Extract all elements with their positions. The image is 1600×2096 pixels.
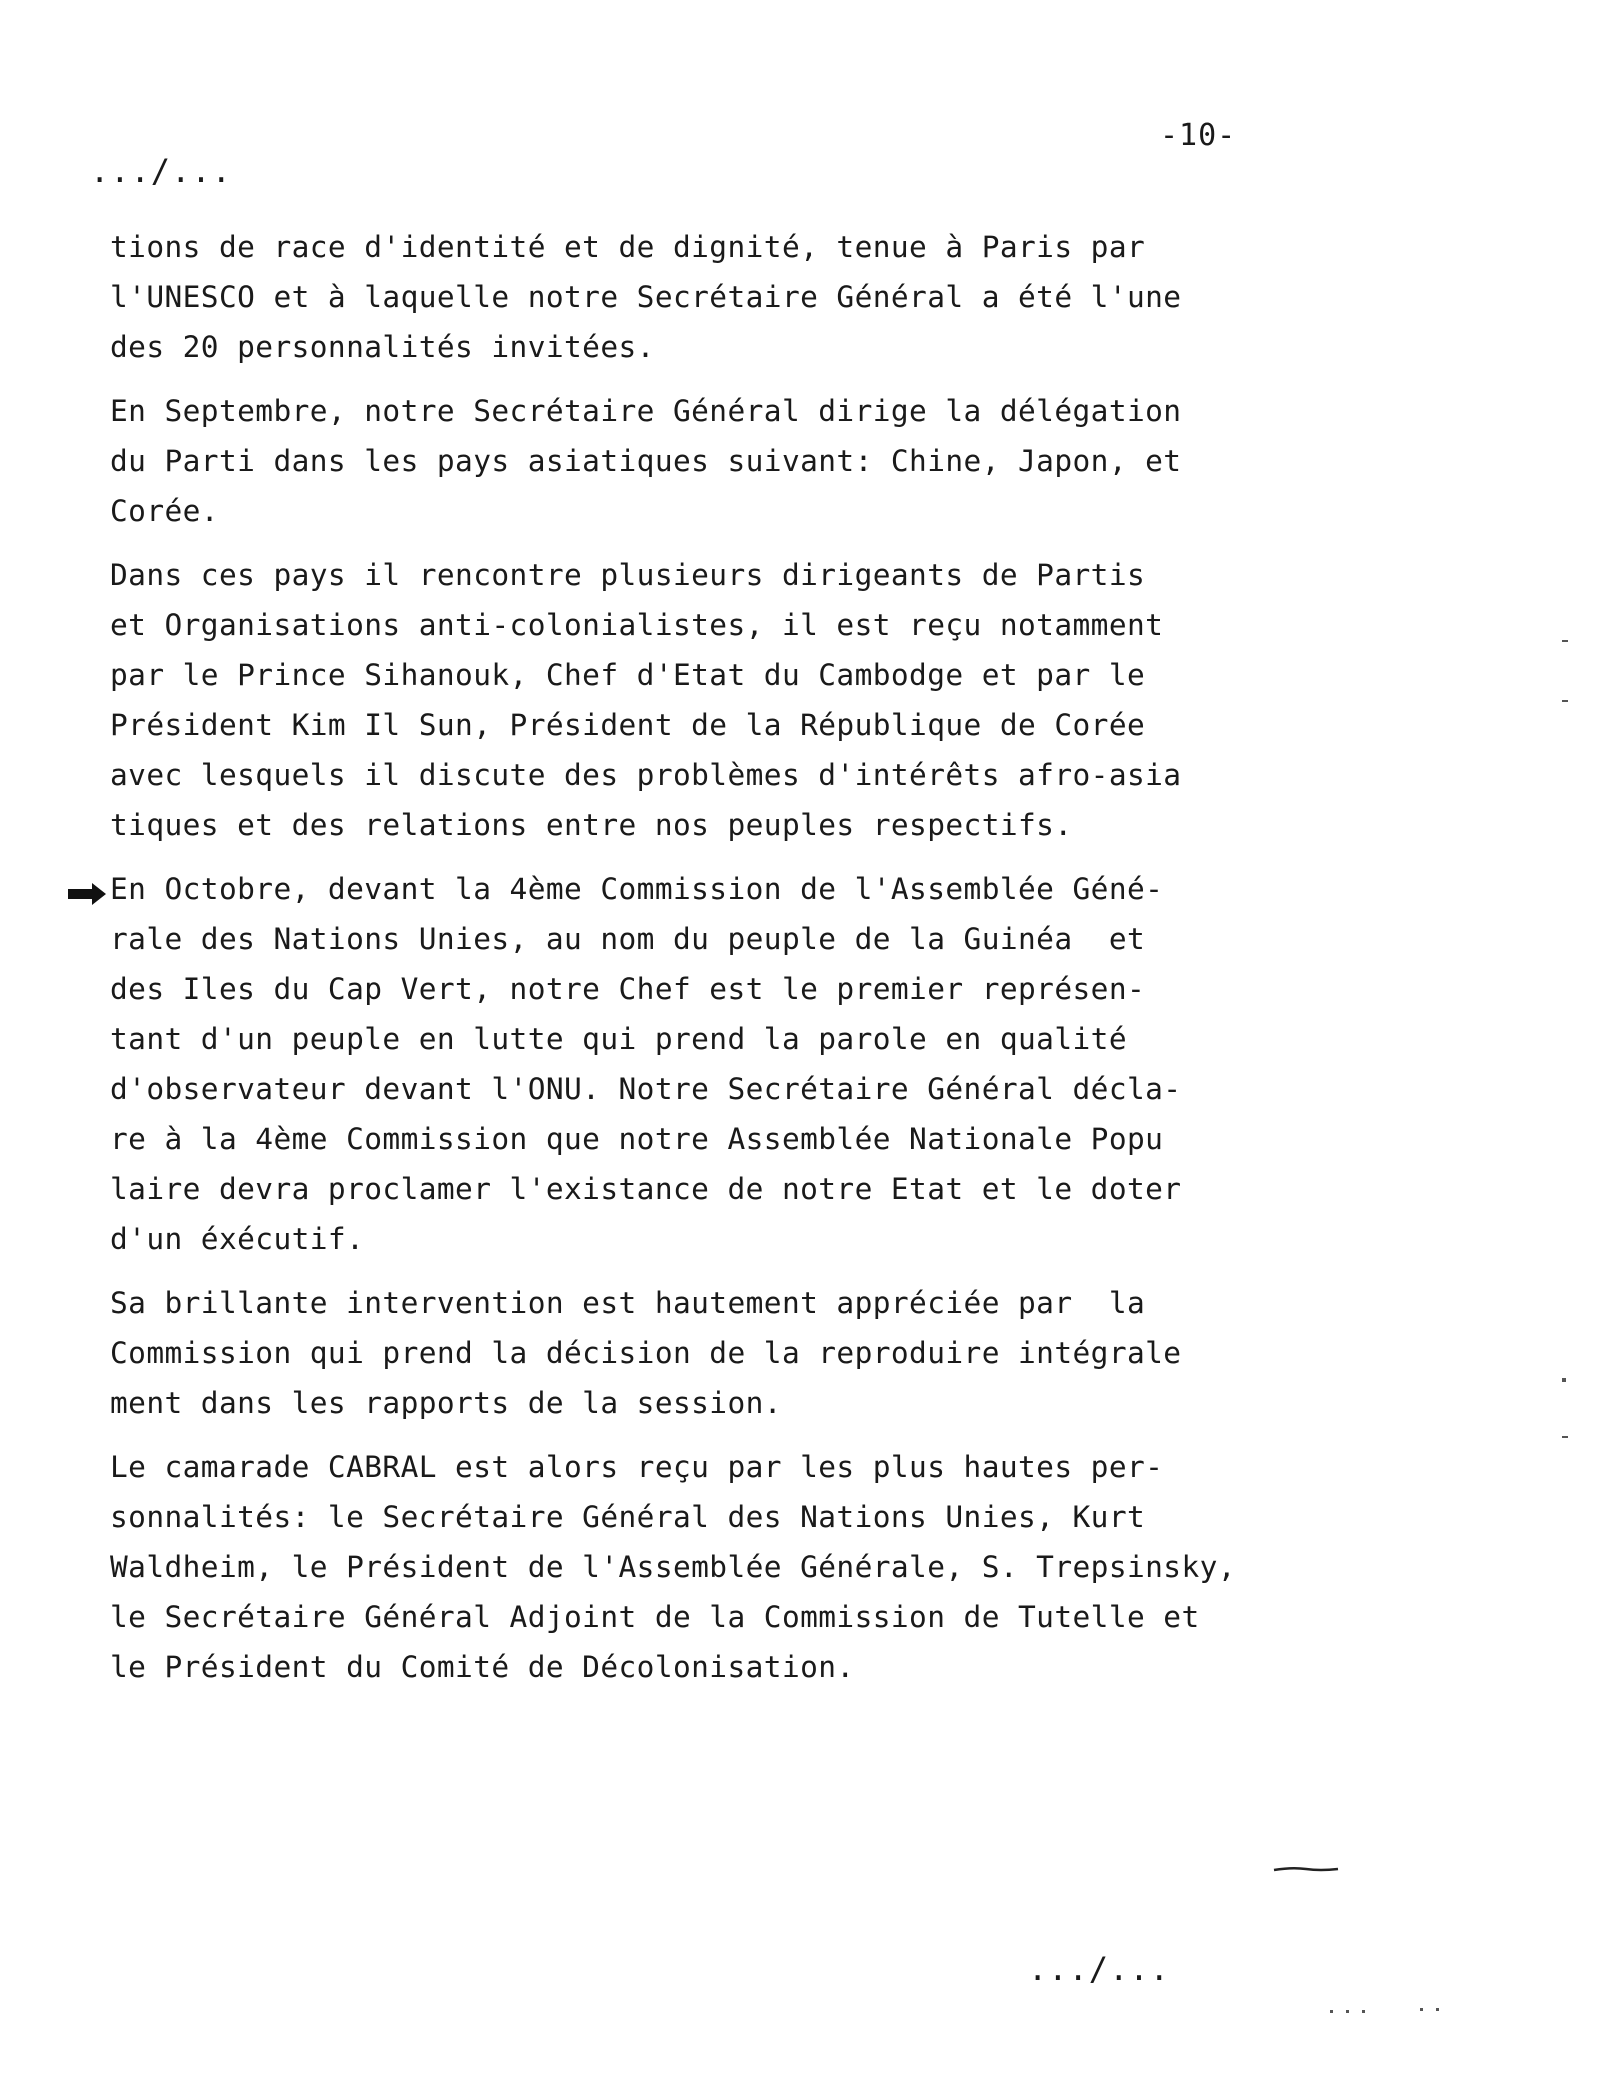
scan-speck: [1436, 2008, 1439, 2011]
paragraph-6: [110, 1442, 1360, 1692]
text-line: ment dans les rapports de la session.: [110, 1386, 782, 1420]
paragraph-2: [110, 386, 1360, 536]
scan-speck: [1346, 2010, 1349, 2013]
continuation-marker-top: .../...: [90, 152, 232, 190]
scan-speck: [1562, 1378, 1566, 1382]
text-line: d'un éxécutif.: [110, 1222, 365, 1256]
text-line: tant d'un peuple en lutte qui prend la parole en qualité: [110, 1022, 1127, 1056]
text-line: Président Kim Il Sun, Président de la République de Corée: [110, 708, 1146, 742]
text-line: tions de race d'identité et de dignité, tenue à Paris par: [110, 230, 1146, 264]
paragraph-3: [110, 550, 1360, 850]
scan-speck: [1562, 700, 1568, 702]
scan-speck: [1420, 2008, 1423, 2011]
text-line: par le Prince Sihanouk, Chef d'Etat du Cambodge et par le: [110, 658, 1146, 692]
page-number: -10-: [1160, 118, 1237, 153]
text-line: re à la 4ème Commission que notre Assemblée Nationale Popu: [110, 1122, 1164, 1156]
text-line: le Président du Comité de Décolonisation.: [110, 1650, 855, 1684]
text-line: Sa brillante intervention est hautement appréciée par la: [110, 1286, 1146, 1320]
text-line: d'observateur devant l'ONU. Notre Secrétaire Général décla-: [110, 1072, 1182, 1106]
text-line: l'UNESCO et à laquelle notre Secrétaire Général a été l'une: [110, 280, 1182, 314]
text-line: et Organisations anti-colonialistes, il est reçu notamment: [110, 608, 1164, 642]
paragraph-4: [110, 864, 1360, 1264]
text-line: tiques et des relations entre nos peuples respectifs.: [110, 808, 1073, 842]
text-line: Le camarade CABRAL est alors reçu par les plus hautes per-: [110, 1450, 1164, 1484]
text-line: En Octobre, devant la 4ème Commission de l'Assemblée Géné-: [110, 872, 1164, 906]
scan-speck: [1562, 1436, 1568, 1438]
body-text: [110, 222, 1360, 1706]
scan-speck: [1562, 640, 1568, 642]
text-line: Dans ces pays il rencontre plusieurs dirigeants de Partis: [110, 558, 1146, 592]
scan-speck: [1362, 2010, 1365, 2013]
scan-speck: [1330, 2010, 1333, 2013]
text-line: Commission qui prend la décision de la reproduire intégrale: [110, 1336, 1182, 1370]
text-line: Waldheim, le Président de l'Assemblée Générale, S. Trepsinsky,: [110, 1550, 1236, 1584]
text-line: Corée.: [110, 494, 219, 528]
text-line: sonnalités: le Secrétaire Général des Nations Unies, Kurt: [110, 1500, 1146, 1534]
text-line: En Septembre, notre Secrétaire Général dirige la délégation: [110, 394, 1182, 428]
text-line: avec lesquels il discute des problèmes d'intérêts afro-asia: [110, 758, 1182, 792]
text-line: du Parti dans les pays asiatiques suivant: Chine, Japon, et: [110, 444, 1182, 478]
margin-arrow-icon: [66, 880, 108, 908]
paragraph-1: [110, 222, 1360, 372]
paragraph-5: [110, 1278, 1360, 1428]
text-line: laire devra proclamer l'existance de notre Etat et le doter: [110, 1172, 1182, 1206]
continuation-marker-bottom: .../...: [1028, 1950, 1170, 1988]
handwritten-dash-mark: [1272, 1866, 1340, 1872]
text-line: des 20 personnalités invitées.: [110, 330, 655, 364]
text-line: rale des Nations Unies, au nom du peuple de la Guinéa et: [110, 922, 1146, 956]
text-line: le Secrétaire Général Adjoint de la Commission de Tutelle et: [110, 1600, 1200, 1634]
text-line: des Iles du Cap Vert, notre Chef est le premier représen-: [110, 972, 1146, 1006]
